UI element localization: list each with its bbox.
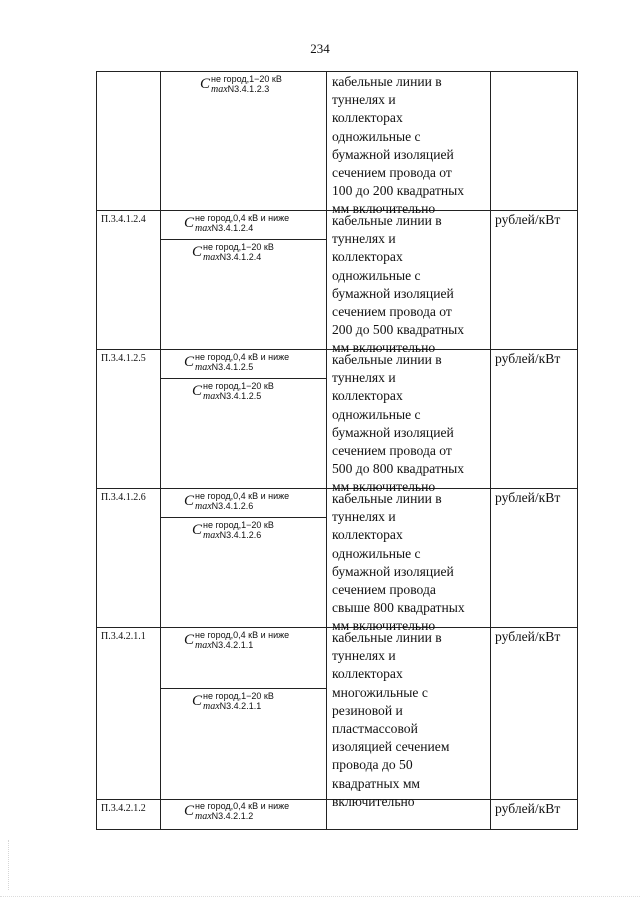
table-row [96,211,578,356]
row-description: кабельные линии в туннелях и коллекторах одножильные с бумажной изоляцией сечением провода свыше 800 квадратных мм включительно [327,489,491,627]
table-row [96,800,578,830]
row-unit: рублей/кВт [495,629,561,644]
row-code: П.3.4.1.2.4 [97,211,161,349]
row-unit [491,72,577,210]
scan-margin-mark [8,840,10,890]
row-code: П.3.4.2.1.1 [97,628,161,799]
row-description: кабельные линии в туннелях и коллекторах одножильные с бумажной изоляцией сечением провода от 500 до 800 квадратных мм включительно [327,350,491,488]
row-description: кабельные линии в туннелях и коллекторах одножильные с бумажной изоляцией сечением провода от 200 до 500 квадратных мм включительно [327,211,491,349]
row-description: кабельные линии в туннелях и коллекторах одножильные с бумажной изоляцией сечением провода от 100 до 200 квадратных мм включительно [327,72,491,210]
formula-cell: C не город,0,4 кВ и ниже maxN3.4.1.2.4 C не город,1−20 кВ maxN3.4.1.2.4 [161,211,327,349]
formula-cell: C не город,0,4 кВ и ниже maxN3.4.2.1.1 C не город,1−20 кВ maxN3.4.2.1.1 [161,628,327,799]
row-description: кабельные линии в туннелях и коллекторах многожильные с резиновой и пластмассовой изоляцией сечением провода до 50 квадратных мм включительно [327,628,491,799]
row-unit: рублей/кВт [495,212,561,227]
row-code: П.3.4.2.1.2 [97,800,161,829]
row-unit: рублей/кВт [495,351,561,366]
table-row [96,489,578,634]
row-unit: рублей/кВт [495,490,561,505]
table-row [96,350,578,495]
row-description [327,800,491,829]
row-code: П.3.4.1.2.5 [97,350,161,488]
formula-cell: C не город,0,4 кВ и ниже maxN3.4.1.2.5 C не город,1−20 кВ maxN3.4.1.2.5 [161,350,327,488]
page-number: 234 [310,41,330,56]
formula-cell: C не город,0,4 кВ и ниже maxN3.4.1.2.6 C не город,1−20 кВ maxN3.4.1.2.6 [161,489,327,627]
tariff-table [96,71,578,830]
formula-cell: C не город,0,4 кВ и ниже maxN3.4.2.1.2 [161,800,327,829]
row-code [97,72,161,210]
table-row [96,71,578,217]
row-unit: рублей/кВт [495,801,561,816]
formula-cell: C не город,1−20 кВ maxN3.4.1.2.3 [161,72,327,210]
row-code: П.3.4.1.2.6 [97,489,161,627]
